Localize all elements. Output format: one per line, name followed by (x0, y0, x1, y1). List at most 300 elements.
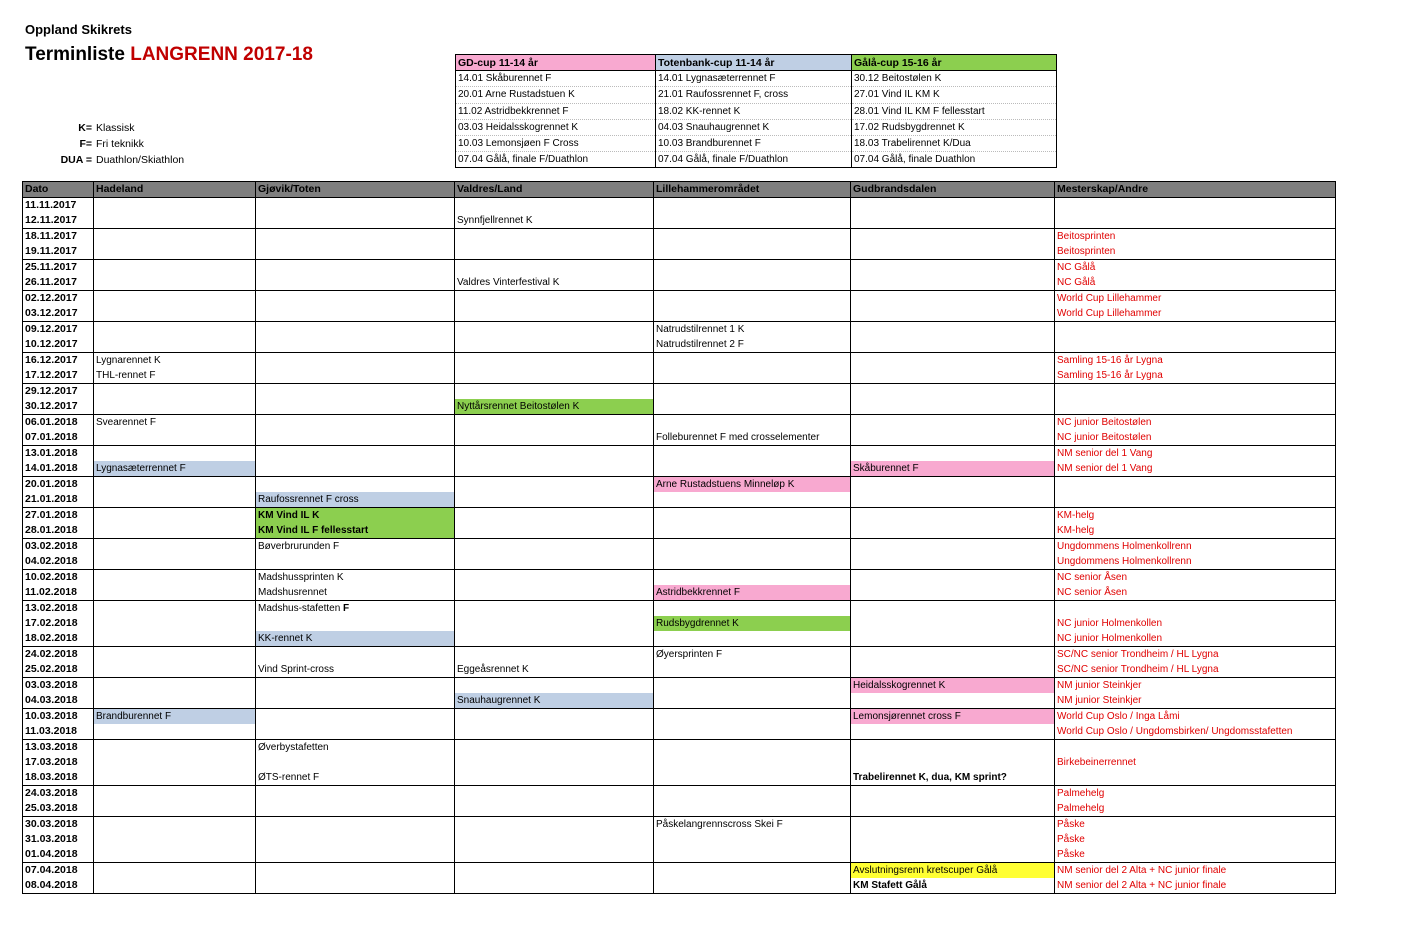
event-cell (851, 585, 1055, 601)
event-cell (654, 213, 851, 229)
event-cell (455, 337, 654, 353)
event-cell (851, 384, 1055, 400)
table-row (23, 616, 1336, 631)
table-row (23, 539, 1336, 555)
cup-cell: 14.01 Skåburennet F (456, 71, 656, 87)
table-row (23, 353, 1336, 369)
date-cell: 30.12.2017 (23, 399, 94, 415)
event-cell (654, 492, 851, 508)
event-cell (851, 415, 1055, 431)
event-cell (455, 260, 654, 276)
event-cell (256, 693, 455, 709)
table-row (23, 368, 1336, 384)
event-cell (851, 570, 1055, 586)
date-cell: 03.12.2017 (23, 306, 94, 322)
event-cell (654, 631, 851, 647)
table-row (23, 678, 1336, 694)
event-cell (94, 492, 256, 508)
date-cell: 24.03.2018 (23, 786, 94, 802)
table-row (23, 740, 1336, 756)
event-cell (851, 724, 1055, 740)
event-cell: SC/NC senior Trondheim / HL Lygna (1055, 662, 1336, 678)
event-cell (654, 678, 851, 694)
cup-table (455, 54, 1057, 168)
event-cell: Madshusrennet (256, 585, 455, 601)
table-row (23, 322, 1336, 338)
event-cell (455, 430, 654, 446)
event-cell (94, 801, 256, 817)
event-cell (654, 786, 851, 802)
event-cell (94, 647, 256, 663)
schedule-table (22, 181, 1336, 894)
event-cell (455, 229, 654, 245)
event-cell: NM senior del 1 Vang (1055, 446, 1336, 462)
event-cell (455, 415, 654, 431)
event-cell (654, 508, 851, 524)
table-row (23, 229, 1336, 245)
table-row (23, 430, 1336, 446)
legend-text: Klassisk (96, 122, 135, 134)
cup-row (456, 152, 1057, 168)
event-cell: Nyttårsrennet Beitostølen K (455, 399, 654, 415)
event-cell: World Cup Lillehammer (1055, 306, 1336, 322)
table-row (23, 832, 1336, 847)
cup-header-row (456, 55, 1057, 71)
cup-cell: 20.01 Arne Rustadstuen K (456, 87, 656, 103)
event-cell: Natrudstilrennet 2 F (654, 337, 851, 353)
event-cell: NM junior Steinkjer (1055, 693, 1336, 709)
event-cell (851, 430, 1055, 446)
event-cell (455, 523, 654, 539)
event-cell (94, 322, 256, 338)
event-cell (256, 446, 455, 462)
event-cell (1055, 492, 1336, 508)
table-row (23, 306, 1336, 322)
event-cell (256, 337, 455, 353)
event-cell (654, 601, 851, 617)
date-cell: 19.11.2017 (23, 244, 94, 260)
event-cell (1055, 198, 1336, 214)
event-cell (851, 693, 1055, 709)
event-cell (654, 415, 851, 431)
event-cell: Synnfjellrennet K (455, 213, 654, 229)
event-cell (654, 693, 851, 709)
event-cell: NC Gålå (1055, 260, 1336, 276)
cup-cell: 18.03 Trabelirennet K/Dua (852, 135, 1057, 151)
event-cell (94, 306, 256, 322)
event-cell (1055, 322, 1336, 338)
event-cell (94, 337, 256, 353)
event-cell (654, 662, 851, 678)
event-cell (654, 570, 851, 586)
column-header: Dato (23, 182, 94, 198)
event-cell (851, 801, 1055, 817)
event-cell (654, 523, 851, 539)
column-header: Gudbrandsdalen (851, 182, 1055, 198)
event-cell: Lygnarennet K (94, 353, 256, 369)
event-cell (851, 446, 1055, 462)
event-cell (455, 678, 654, 694)
column-header: Valdres/Land (455, 182, 654, 198)
event-cell (654, 198, 851, 214)
event-cell (455, 461, 654, 477)
cup-cell: 30.12 Beitostølen K (852, 71, 1057, 87)
event-cell: Raufossrennet F cross (256, 492, 455, 508)
event-cell (94, 384, 256, 400)
event-cell (1055, 213, 1336, 229)
event-cell (851, 523, 1055, 539)
legend (40, 120, 184, 168)
date-cell: 14.01.2018 (23, 461, 94, 477)
date-cell: 10.02.2018 (23, 570, 94, 586)
event-cell: Påskelangrennscross Skei F (654, 817, 851, 833)
event-cell (94, 229, 256, 245)
event-cell: NC Gålå (1055, 275, 1336, 291)
event-cell (455, 878, 654, 894)
event-cell: NM senior del 1 Vang (1055, 461, 1336, 477)
event-cell: Folleburennet F med crosselementer (654, 430, 851, 446)
event-cell (455, 740, 654, 756)
event-cell (256, 554, 455, 570)
event-cell (654, 461, 851, 477)
event-cell (654, 399, 851, 415)
event-cell: Vind Sprint-cross (256, 662, 455, 678)
event-cell (94, 446, 256, 462)
event-cell: Palmehelg (1055, 786, 1336, 802)
cup-cell: 07.04 Gålå, finale F/Duathlon (456, 152, 656, 168)
event-cell: Madshus-stafetten F (256, 601, 455, 617)
column-header: Hadeland (94, 182, 256, 198)
event-cell (94, 817, 256, 833)
event-cell (256, 213, 455, 229)
legend-row (40, 136, 184, 152)
column-header-row (23, 182, 1336, 198)
event-cell (256, 678, 455, 694)
event-cell: World Cup Lillehammer (1055, 291, 1336, 307)
event-cell (455, 368, 654, 384)
event-cell: Ungdommens Holmenkollrenn (1055, 554, 1336, 570)
event-cell (654, 353, 851, 369)
column-header: Mesterskap/Andre (1055, 182, 1336, 198)
event-cell (455, 817, 654, 833)
date-cell: 01.04.2018 (23, 847, 94, 863)
event-cell (851, 832, 1055, 847)
event-cell (851, 647, 1055, 663)
date-cell: 12.11.2017 (23, 213, 94, 229)
cup-cell: 11.02 Astridbekkrennet F (456, 103, 656, 119)
event-cell (94, 539, 256, 555)
cup-header: Totenbank-cup 11-14 år (656, 55, 852, 71)
event-cell (455, 291, 654, 307)
date-cell: 18.11.2017 (23, 229, 94, 245)
event-cell (455, 539, 654, 555)
event-cell (94, 601, 256, 617)
event-cell: Arne Rustadstuens Minneløp K (654, 477, 851, 493)
event-cell (851, 244, 1055, 260)
event-cell (256, 229, 455, 245)
event-cell (851, 554, 1055, 570)
event-cell: Lygnasæterrennet F (94, 461, 256, 477)
event-cell: NC senior Åsen (1055, 570, 1336, 586)
cup-header: GD-cup 11-14 år (456, 55, 656, 71)
event-cell (256, 878, 455, 894)
date-cell: 30.03.2018 (23, 817, 94, 833)
table-row (23, 198, 1336, 214)
event-cell (455, 863, 654, 879)
event-cell: Beitosprinten (1055, 229, 1336, 245)
event-cell (94, 399, 256, 415)
event-cell (851, 492, 1055, 508)
event-cell (94, 477, 256, 493)
event-cell: Rudsbygdrennet K (654, 616, 851, 631)
event-cell (654, 244, 851, 260)
event-cell (851, 817, 1055, 833)
event-cell (94, 291, 256, 307)
date-cell: 11.02.2018 (23, 585, 94, 601)
event-cell (94, 244, 256, 260)
table-row (23, 399, 1336, 415)
event-cell (654, 709, 851, 725)
event-cell (256, 786, 455, 802)
event-cell (94, 430, 256, 446)
event-cell: Påske (1055, 832, 1336, 847)
event-cell: Heidalsskogrennet K (851, 678, 1055, 694)
table-row (23, 337, 1336, 353)
event-cell (455, 709, 654, 725)
event-cell: Birkebeinerrennet (1055, 755, 1336, 770)
event-cell (256, 275, 455, 291)
table-row (23, 415, 1336, 431)
event-cell: Eggeåsrennet K (455, 662, 654, 678)
event-cell (455, 244, 654, 260)
legend-row (40, 120, 184, 136)
table-row (23, 786, 1336, 802)
event-cell (94, 213, 256, 229)
event-cell: Samling 15-16 år Lygna (1055, 353, 1336, 369)
cup-row (456, 135, 1057, 151)
date-cell: 31.03.2018 (23, 832, 94, 847)
date-cell: 07.04.2018 (23, 863, 94, 879)
table-row (23, 847, 1336, 863)
event-cell: World Cup Oslo / Inga Låmi (1055, 709, 1336, 725)
table-row (23, 817, 1336, 833)
event-cell (94, 570, 256, 586)
event-cell (256, 801, 455, 817)
event-cell: KM-helg (1055, 523, 1336, 539)
event-cell: Påske (1055, 847, 1336, 863)
org-title: Oppland Skikrets (25, 22, 132, 37)
event-cell (455, 770, 654, 786)
date-cell: 09.12.2017 (23, 322, 94, 338)
date-cell: 25.11.2017 (23, 260, 94, 276)
event-cell (654, 740, 851, 756)
event-cell (94, 693, 256, 709)
event-cell (851, 601, 1055, 617)
table-row (23, 755, 1336, 770)
table-row (23, 260, 1336, 276)
date-cell: 25.03.2018 (23, 801, 94, 817)
event-cell (94, 508, 256, 524)
event-cell (256, 477, 455, 493)
date-cell: 06.01.2018 (23, 415, 94, 431)
event-cell (654, 554, 851, 570)
cup-cell: 10.03 Lemonsjøen F Cross (456, 135, 656, 151)
date-cell: 10.03.2018 (23, 709, 94, 725)
event-cell (851, 322, 1055, 338)
table-row (23, 446, 1336, 462)
date-cell: 04.02.2018 (23, 554, 94, 570)
event-cell (654, 801, 851, 817)
event-cell (455, 647, 654, 663)
legend-text: Duathlon/Skiathlon (96, 154, 185, 166)
event-cell (654, 878, 851, 894)
event-cell (256, 198, 455, 214)
cup-cell: 17.02 Rudsbygdrennet K (852, 119, 1057, 135)
cup-row (456, 119, 1057, 135)
event-cell (455, 446, 654, 462)
event-cell (94, 878, 256, 894)
event-cell (851, 755, 1055, 770)
event-cell: NM senior del 2 Alta + NC junior finale (1055, 863, 1336, 879)
event-cell (1055, 770, 1336, 786)
date-cell: 11.11.2017 (23, 198, 94, 214)
event-cell (256, 647, 455, 663)
event-cell (455, 585, 654, 601)
date-cell: 29.12.2017 (23, 384, 94, 400)
table-row (23, 647, 1336, 663)
event-cell (94, 523, 256, 539)
date-cell: 10.12.2017 (23, 337, 94, 353)
date-cell: 13.03.2018 (23, 740, 94, 756)
event-cell (455, 198, 654, 214)
table-row (23, 213, 1336, 229)
date-cell: 27.01.2018 (23, 508, 94, 524)
table-row (23, 631, 1336, 647)
event-cell (455, 832, 654, 847)
event-cell (1055, 337, 1336, 353)
cup-header: Gålå-cup 15-16 år (852, 55, 1057, 71)
table-row (23, 461, 1336, 477)
event-cell (94, 260, 256, 276)
event-cell: KM Vind IL K (256, 508, 455, 524)
event-cell (455, 631, 654, 647)
event-cell (851, 337, 1055, 353)
date-cell: 28.01.2018 (23, 523, 94, 539)
event-cell (654, 275, 851, 291)
event-cell (851, 631, 1055, 647)
event-cell (851, 539, 1055, 555)
event-cell (94, 198, 256, 214)
date-cell: 11.03.2018 (23, 724, 94, 740)
cup-cell: 07.04 Gålå, finale F/Duathlon (656, 152, 852, 168)
event-cell: NM junior Steinkjer (1055, 678, 1336, 694)
date-cell: 17.12.2017 (23, 368, 94, 384)
date-cell: 02.12.2017 (23, 291, 94, 307)
event-cell: SC/NC senior Trondheim / HL Lygna (1055, 647, 1336, 663)
event-cell (851, 662, 1055, 678)
event-cell: Bøverbrurunden F (256, 539, 455, 555)
event-cell (851, 213, 1055, 229)
event-cell: Lemonsjørennet cross F (851, 709, 1055, 725)
event-cell (256, 384, 455, 400)
cup-cell: 27.01 Vind IL KM K (852, 87, 1057, 103)
table-row (23, 570, 1336, 586)
cup-row (456, 87, 1057, 103)
event-cell: Påske (1055, 817, 1336, 833)
table-row (23, 709, 1336, 725)
cup-cell: 28.01 Vind IL KM F fellesstart (852, 103, 1057, 119)
event-cell (851, 740, 1055, 756)
event-cell (851, 399, 1055, 415)
date-cell: 17.02.2018 (23, 616, 94, 631)
event-cell: Trabelirennet K, dua, KM sprint? (851, 770, 1055, 786)
event-cell (256, 291, 455, 307)
event-cell: KM Stafett Gålå (851, 878, 1055, 894)
event-cell: Ungdommens Holmenkollrenn (1055, 539, 1336, 555)
event-cell (654, 724, 851, 740)
event-cell: Beitosprinten (1055, 244, 1336, 260)
table-row (23, 244, 1336, 260)
event-cell (94, 770, 256, 786)
event-cell (851, 275, 1055, 291)
event-cell (654, 291, 851, 307)
event-cell (851, 508, 1055, 524)
date-cell: 13.01.2018 (23, 446, 94, 462)
event-cell (851, 198, 1055, 214)
event-cell (455, 508, 654, 524)
event-cell: THL-rennet F (94, 368, 256, 384)
event-cell (851, 368, 1055, 384)
event-cell: Palmehelg (1055, 801, 1336, 817)
event-cell: Øyersprinten F (654, 647, 851, 663)
table-row (23, 801, 1336, 817)
event-cell (654, 832, 851, 847)
event-cell (256, 415, 455, 431)
event-cell (851, 616, 1055, 631)
date-cell: 26.11.2017 (23, 275, 94, 291)
event-cell (94, 740, 256, 756)
event-cell (851, 353, 1055, 369)
event-cell (654, 863, 851, 879)
event-cell (94, 554, 256, 570)
event-cell (94, 755, 256, 770)
event-cell: Samling 15-16 år Lygna (1055, 368, 1336, 384)
event-cell: KK-rennet K (256, 631, 455, 647)
event-cell: NC junior Beitostølen (1055, 430, 1336, 446)
event-cell: Astridbekkrennet F (654, 585, 851, 601)
event-cell: NC junior Holmenkollen (1055, 631, 1336, 647)
event-cell (654, 260, 851, 276)
event-cell: World Cup Oslo / Ungdomsbirken/ Ungdomsstafetten (1055, 724, 1336, 740)
date-cell: 25.02.2018 (23, 662, 94, 678)
event-cell (256, 322, 455, 338)
event-cell: NC junior Holmenkollen (1055, 616, 1336, 631)
event-cell: Snauhaugrennet K (455, 693, 654, 709)
event-cell (1055, 740, 1336, 756)
cup-cell: 03.03 Heidalsskogrennet K (456, 119, 656, 135)
event-cell: Brandburennet F (94, 709, 256, 725)
date-cell: 13.02.2018 (23, 601, 94, 617)
page-title: Terminliste LANGRENN 2017-18 (25, 44, 313, 65)
event-cell: Natrudstilrennet 1 K (654, 322, 851, 338)
cup-cell: 04.03 Snauhaugrennet K (656, 119, 852, 135)
event-cell: KM-helg (1055, 508, 1336, 524)
event-cell: NC junior Beitostølen (1055, 415, 1336, 431)
legend-key: F= (79, 138, 92, 150)
event-cell (94, 678, 256, 694)
event-cell (94, 585, 256, 601)
event-cell (256, 847, 455, 863)
